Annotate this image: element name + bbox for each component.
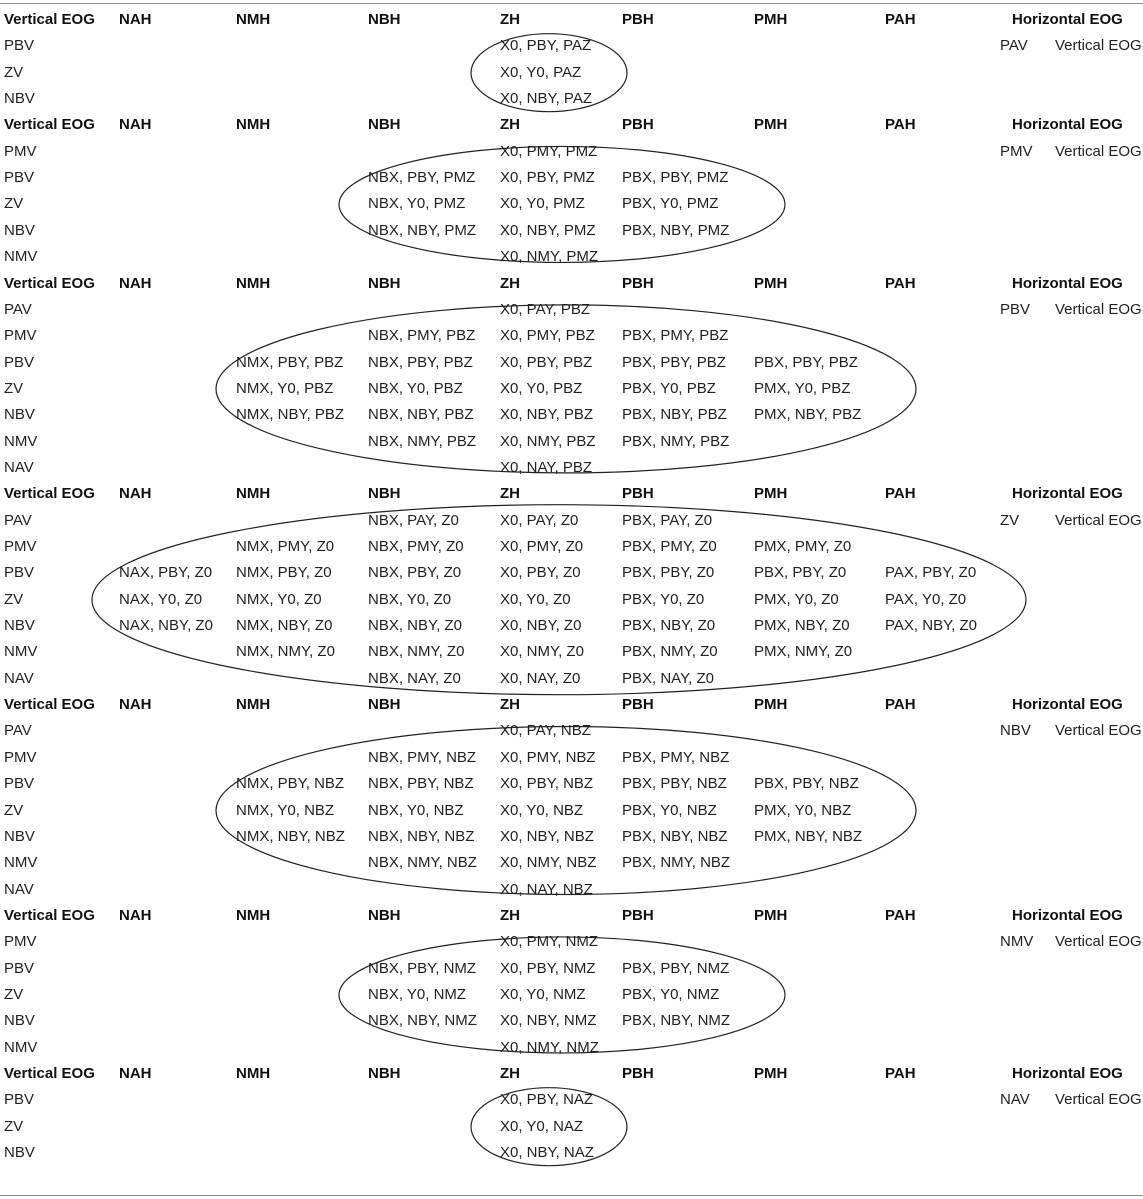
row-label: PBV: [4, 959, 35, 977]
column-header: PBH: [622, 116, 654, 134]
table-cell: PMX, NMY, Z0: [754, 643, 853, 661]
table-cell: NBX, NBY, NMZ: [368, 1012, 477, 1030]
table-cell: PBX, Y0, PBZ: [622, 379, 716, 397]
row-label: NAV: [4, 669, 34, 687]
column-header: NMH: [236, 1065, 271, 1082]
table-cell: X0, PAY, Z0: [500, 511, 579, 529]
side-axis-label: Vertical EOG: [1055, 37, 1142, 55]
table-cell: PBX, PMY, PBZ: [622, 327, 729, 345]
column-header: Vertical EOG: [4, 906, 95, 924]
table-cell: PBX, NMY, NBZ: [622, 854, 731, 872]
table-cell: NBX, Y0, NMZ: [368, 985, 467, 1003]
column-header: PMH: [754, 485, 788, 503]
table-cell: X0, NBY, NAZ: [500, 1144, 594, 1162]
table-cell: PBX, NBY, PMZ: [622, 221, 730, 239]
table-cell: PMX, Y0, NBZ: [754, 801, 852, 819]
table-cell: PBX, PBY, PBZ: [754, 353, 858, 371]
table-cell: NBX, NMY, Z0: [368, 643, 465, 661]
table-cell: X0, PAY, PBZ: [500, 300, 591, 318]
column-header: NAH: [119, 696, 152, 714]
table-cell: X0, NMY, NMZ: [500, 1038, 599, 1056]
table-cell: NBX, NBY, NBZ: [368, 827, 475, 845]
table-cell: X0, PMY, Z0: [500, 538, 584, 555]
table-cell: X0, NAY, PBZ: [500, 458, 592, 476]
row-label: NMV: [4, 854, 38, 872]
column-header: NAH: [119, 274, 152, 292]
table-cell: X0, NBY, PBZ: [500, 406, 594, 424]
table-cell: NMX, NBY, PBZ: [236, 406, 345, 424]
table-cell: NMX, PBY, PBZ: [236, 353, 344, 371]
row-label: ZV: [4, 801, 24, 819]
table-cell: X0, NAY, NBZ: [500, 880, 593, 898]
column-header: PBH: [622, 1065, 654, 1082]
row-label: PBV: [4, 353, 35, 371]
table-cell: NMX, PBY, Z0: [236, 564, 332, 582]
table-cell: PBX, PBY, NBZ: [754, 775, 859, 793]
table-cell: X0, PBY, Z0: [500, 564, 581, 582]
row-label: PAV: [4, 511, 32, 529]
table-cell: PBX, NMY, Z0: [622, 643, 718, 661]
side-axis-label: Vertical EOG: [1055, 1091, 1142, 1109]
table-cell: PBX, PBY, Z0: [622, 564, 715, 582]
row-label: NAV: [4, 880, 34, 898]
table-cell: NMX, Y0, NBZ: [236, 801, 335, 819]
table-cell: NMX, NBY, NBZ: [236, 827, 345, 845]
table-cell: PBX, NAY, Z0: [622, 669, 714, 687]
table-cell: PBX, PBY, NBZ: [622, 775, 727, 793]
column-header: ZH: [500, 906, 520, 924]
column-header: NMH: [236, 116, 271, 134]
table-cell: X0, PBY, PBZ: [500, 353, 593, 371]
column-header: PMH: [754, 274, 788, 292]
row-label: NBV: [4, 90, 35, 108]
row-label: PBV: [4, 37, 35, 55]
column-header: NBH: [368, 1065, 401, 1082]
column-header: Horizontal EOG: [1012, 696, 1123, 714]
table-cell: NAX, Y0, Z0: [119, 590, 203, 608]
table-cell: NBX, Y0, PBZ: [368, 379, 463, 397]
row-label: ZV: [4, 195, 24, 213]
column-header: NAH: [119, 906, 152, 924]
table-cell: NMX, Y0, PBZ: [236, 379, 334, 397]
table-cell: NBX, PBY, PBZ: [368, 353, 473, 371]
table-cell: NMX, Y0, Z0: [236, 590, 322, 608]
table-cell: NBX, NMY, NBZ: [368, 854, 477, 872]
column-header: PAH: [885, 485, 916, 503]
column-header: PBH: [622, 485, 654, 503]
column-header: Vertical EOG: [4, 116, 95, 134]
table-cell: PMX, NBY, NBZ: [754, 827, 863, 845]
table-cell: PBX, PBY, PBZ: [622, 353, 726, 371]
table-cell: X0, PBY, PAZ: [500, 37, 592, 55]
column-header: NMH: [236, 906, 271, 924]
table-cell: PBX, Y0, Z0: [622, 590, 705, 608]
row-label: PMV: [4, 538, 37, 555]
table-cell: PAX, Y0, Z0: [885, 590, 967, 608]
row-label: NMV: [4, 643, 38, 661]
table-cell: X0, PMY, NBZ: [500, 748, 596, 766]
row-label: NMV: [4, 248, 38, 266]
horizontal-eog-value: PAV: [1000, 37, 1028, 55]
table-cell: X0, Y0, NBZ: [500, 801, 584, 819]
table-cell: NAX, NBY, Z0: [119, 617, 213, 635]
column-header: Horizontal EOG: [1012, 485, 1123, 503]
column-header: ZH: [500, 696, 520, 714]
table-cell: NBX, PMY, Z0: [368, 538, 464, 555]
horizontal-eog-value: NAV: [1000, 1091, 1030, 1109]
table-cell: PBX, NBY, NBZ: [622, 827, 728, 845]
side-axis-label: Vertical EOG: [1055, 142, 1142, 160]
column-header: NBH: [368, 11, 401, 28]
table-cell: X0, PAY, NBZ: [500, 722, 591, 740]
row-label: NBV: [4, 1144, 35, 1162]
table-cell: X0, NMY, PMZ: [500, 248, 599, 266]
column-header: Vertical EOG: [4, 1065, 95, 1082]
column-header: Horizontal EOG: [1012, 274, 1123, 292]
table-cell: X0, PMY, NMZ: [500, 933, 599, 951]
table-cell: X0, Y0, PAZ: [500, 63, 582, 81]
table-cell: NBX, PBY, NBZ: [368, 775, 474, 793]
side-axis-label: Vertical EOG: [1055, 933, 1142, 951]
table-cell: PBX, Y0, NMZ: [622, 985, 720, 1003]
row-label: NAV: [4, 458, 34, 476]
column-header: NBH: [368, 485, 401, 503]
row-label: NMV: [4, 432, 38, 450]
table-cell: X0, NMY, Z0: [500, 643, 584, 661]
table-cell: PMX, NBY, PBZ: [754, 406, 862, 424]
column-header: Horizontal EOG: [1012, 116, 1123, 134]
table-cell: X0, NBY, Z0: [500, 617, 582, 635]
table-cell: PBX, PBY, PMZ: [622, 169, 729, 187]
table-cell: PBX, PMY, Z0: [622, 538, 717, 555]
column-header: ZH: [500, 11, 520, 28]
column-header: PAH: [885, 274, 916, 292]
table-cell: X0, PBY, NBZ: [500, 775, 594, 793]
table-cell: PBX, NBY, Z0: [622, 617, 716, 635]
table-cell: NBX, PBY, NMZ: [368, 959, 477, 977]
column-header: PAH: [885, 116, 916, 134]
row-label: PAV: [4, 722, 32, 740]
column-header: Horizontal EOG: [1012, 11, 1123, 28]
column-header: Horizontal EOG: [1012, 1065, 1123, 1082]
side-axis-label: Vertical EOG: [1055, 300, 1142, 318]
row-label: NBV: [4, 617, 35, 635]
row-label: ZV: [4, 63, 24, 81]
horizontal-eog-value: PMV: [1000, 142, 1033, 160]
column-header: NAH: [119, 11, 152, 28]
table-cell: NMX, PMY, Z0: [236, 538, 335, 555]
row-label: NBV: [4, 1012, 35, 1030]
table-cell: NMX, NMY, Z0: [236, 643, 335, 661]
column-header: PAH: [885, 11, 916, 28]
table-cell: X0, Y0, PMZ: [500, 195, 585, 213]
column-header: PMH: [754, 116, 788, 134]
column-header: NAH: [119, 485, 152, 503]
table-cell: NBX, NBY, PBZ: [368, 406, 474, 424]
column-header: NBH: [368, 116, 401, 134]
column-header: PMH: [754, 11, 788, 28]
column-header: NBH: [368, 696, 401, 714]
table-cell: PBX, NBY, NMZ: [622, 1012, 731, 1030]
table-cell: X0, NAY, Z0: [500, 669, 581, 687]
table-cell: X0, Y0, PBZ: [500, 379, 583, 397]
table-cell: NBX, PMY, PBZ: [368, 327, 476, 345]
table-cell: PBX, NBY, PBZ: [622, 406, 727, 424]
table-cell: NAX, PBY, Z0: [119, 564, 213, 582]
side-axis-label: Vertical EOG: [1055, 511, 1142, 529]
row-label: PBV: [4, 775, 35, 793]
table-cell: X0, Y0, NAZ: [500, 1117, 584, 1135]
row-label: PMV: [4, 142, 37, 160]
column-header: PAH: [885, 696, 916, 714]
column-header: NAH: [119, 1065, 152, 1082]
column-header: PBH: [622, 906, 654, 924]
table-cell: PMX, NBY, Z0: [754, 617, 850, 635]
table-cell: NBX, Y0, Z0: [368, 590, 452, 608]
table-cell: X0, PBY, NAZ: [500, 1091, 594, 1109]
table-cell: X0, PBY, PMZ: [500, 169, 595, 187]
row-label: NMV: [4, 1038, 38, 1056]
table-cell: PBX, PMY, NBZ: [622, 748, 730, 766]
row-label: ZV: [4, 590, 24, 608]
row-label: NBV: [4, 221, 35, 239]
row-label: PAV: [4, 300, 32, 318]
table-cell: X0, NBY, NMZ: [500, 1012, 597, 1030]
row-label: PBV: [4, 564, 35, 582]
column-header: NMH: [236, 11, 271, 28]
table-cell: NBX, NBY, Z0: [368, 617, 462, 635]
horizontal-eog-value: ZV: [1000, 511, 1020, 529]
side-axis-label: Vertical EOG: [1055, 722, 1142, 740]
table-cell: X0, PBY, NMZ: [500, 959, 596, 977]
row-label: NBV: [4, 827, 35, 845]
column-header: ZH: [500, 116, 520, 134]
table-cell: NBX, NMY, PBZ: [368, 432, 477, 450]
column-header: PMH: [754, 1065, 788, 1082]
table-cell: X0, NBY, PAZ: [500, 90, 592, 108]
column-header: NMH: [236, 274, 271, 292]
column-header: ZH: [500, 274, 520, 292]
column-header: PBH: [622, 11, 654, 28]
row-label: PMV: [4, 933, 37, 951]
table-cell: NBX, Y0, PMZ: [368, 195, 466, 213]
row-label: PMV: [4, 327, 37, 345]
column-header: PBH: [622, 696, 654, 714]
column-header: Horizontal EOG: [1012, 906, 1123, 924]
table-cell: X0, NBY, PMZ: [500, 221, 596, 239]
column-header: ZH: [500, 485, 520, 503]
column-header: PAH: [885, 906, 916, 924]
row-label: NBV: [4, 406, 35, 424]
table-cell: X0, NMY, PBZ: [500, 432, 596, 450]
table-cell: PBX, NMY, PBZ: [622, 432, 730, 450]
table-cell: PMX, Y0, PBZ: [754, 379, 851, 397]
column-header: Vertical EOG: [4, 485, 95, 503]
table-cell: PBX, PBY, NMZ: [622, 959, 730, 977]
column-header: NMH: [236, 696, 271, 714]
column-header: PAH: [885, 1065, 916, 1082]
table-cell: X0, NMY, NBZ: [500, 854, 597, 872]
row-label: ZV: [4, 985, 24, 1003]
table-cell: PBX, PBY, Z0: [754, 564, 847, 582]
table-cell: PMX, PMY, Z0: [754, 538, 852, 555]
table-cell: NBX, NBY, PMZ: [368, 221, 477, 239]
table-cell: X0, PMY, PBZ: [500, 327, 595, 345]
table-cell: X0, Y0, Z0: [500, 590, 571, 608]
table-cell: NBX, PMY, NBZ: [368, 748, 477, 766]
row-label: PBV: [4, 169, 35, 187]
horizontal-eog-value: PBV: [1000, 300, 1031, 318]
table-cell: NBX, PBY, PMZ: [368, 169, 476, 187]
table-cell: NBX, Y0, NBZ: [368, 801, 464, 819]
column-header: NBH: [368, 274, 401, 292]
table-cell: NMX, NBY, Z0: [236, 617, 333, 635]
column-header: PBH: [622, 274, 654, 292]
row-label: ZV: [4, 379, 24, 397]
table-cell: X0, PMY, PMZ: [500, 142, 598, 160]
column-header: PMH: [754, 906, 788, 924]
table-cell: X0, Y0, NMZ: [500, 985, 586, 1003]
horizontal-eog-value: NBV: [1000, 722, 1031, 740]
column-header: Vertical EOG: [4, 274, 95, 292]
horizontal-eog-value: NMV: [1000, 933, 1034, 951]
column-header: ZH: [500, 1065, 520, 1082]
column-header: NBH: [368, 906, 401, 924]
column-header: PMH: [754, 696, 788, 714]
row-label: ZV: [4, 1117, 24, 1135]
table-cell: NMX, PBY, NBZ: [236, 775, 345, 793]
table-cell: PAX, PBY, Z0: [885, 564, 977, 582]
table-cell: NBX, PAY, Z0: [368, 511, 459, 529]
column-header: NAH: [119, 116, 152, 134]
row-label: PBV: [4, 1091, 35, 1109]
table-cell: PMX, Y0, Z0: [754, 590, 839, 608]
table-cell: PAX, NBY, Z0: [885, 617, 977, 635]
table-cell: NBX, PBY, Z0: [368, 564, 462, 582]
column-header: Vertical EOG: [4, 11, 95, 28]
table-cell: PBX, Y0, NBZ: [622, 801, 717, 819]
table-cell: X0, NBY, NBZ: [500, 827, 594, 845]
table-cell: PBX, PAY, Z0: [622, 511, 713, 529]
column-header: NMH: [236, 485, 271, 503]
table-cell: PBX, Y0, PMZ: [622, 195, 719, 213]
row-label: PMV: [4, 748, 37, 766]
column-header: Vertical EOG: [4, 696, 95, 714]
table-cell: NBX, NAY, Z0: [368, 669, 461, 687]
